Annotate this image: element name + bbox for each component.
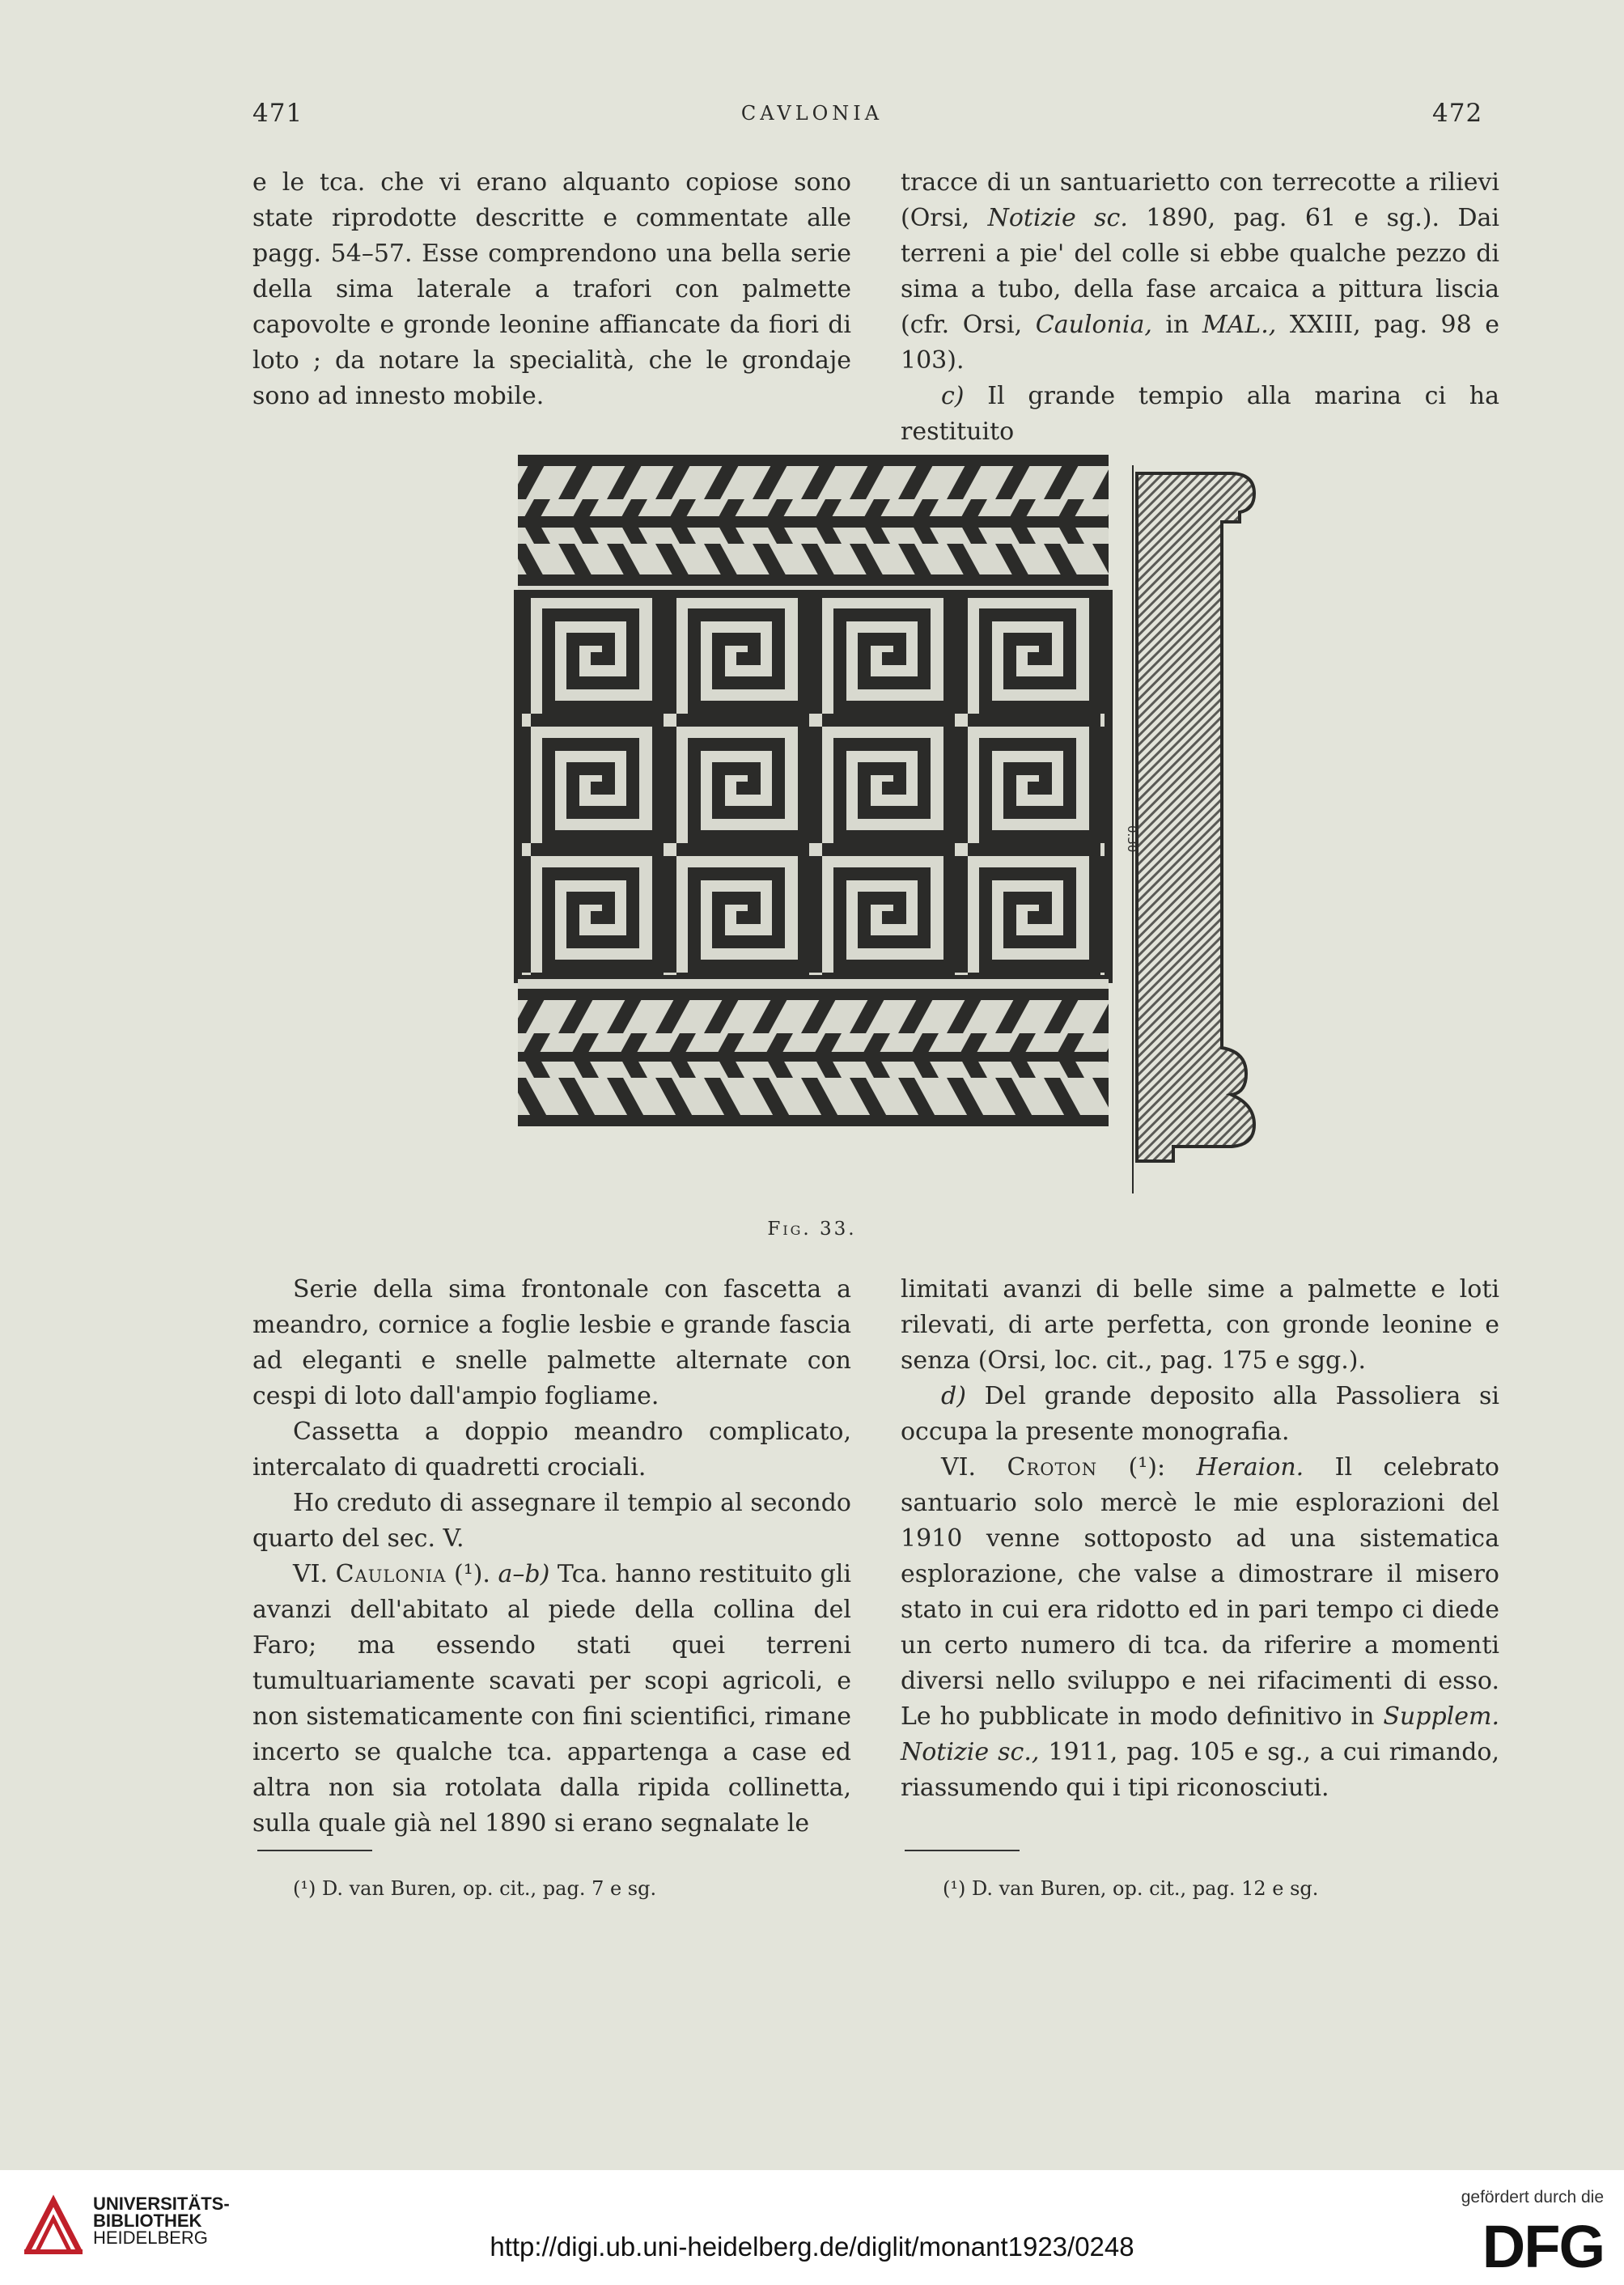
dfg-logo: DFG — [1482, 2213, 1604, 2280]
funding-note: gefördert durch die — [1461, 2188, 1604, 2207]
paragraph: limitati avanzi di belle sime a palmette e loti rilevati, di arte perfetta, con gronde leonine e senza (Orsi, loc. cit., pag. 175 e sgg.). — [901, 1275, 1499, 1375]
scale-label: 0.30 — [1125, 825, 1139, 853]
paragraph: Cassetta a doppio meandro complicato, intercalato di quadretti crociali. — [252, 1418, 851, 1482]
sima-profile-section — [1125, 465, 1278, 1202]
paragraph: d) Del grande deposito alla Passoliera si occupa la presente monografia. — [901, 1382, 1499, 1446]
footnote-right: (¹) D. van Buren, op. cit., pag. 12 e sg. — [943, 1877, 1319, 1900]
top-right-column — [901, 165, 1499, 450]
paragraph: Ho creduto di assegnare il tempio al secondo quarto del sec. V. — [252, 1489, 851, 1553]
paragraph: Serie della sima frontonale con fascetta a meandro, cornice a foglie lesbie e grande fascia ad eleganti e snelle palmette alternate con cespi di loto dall'ampio fogliame. — [252, 1275, 851, 1410]
footnote-rule-right — [905, 1850, 1020, 1851]
library-name: UNIVERSITÄTS- BIBLIOTHEK HEIDELBERG — [93, 2194, 230, 2248]
paragraph: c) Il grande tempio alla marina ci ha restituito — [901, 382, 1499, 446]
figure-caption: Fig. 33. — [767, 1219, 857, 1240]
page-number-right: 472 — [1432, 99, 1483, 128]
bottom-left-column — [252, 1272, 851, 1842]
bottom-right-column — [901, 1272, 1499, 1806]
footnote-rule-left — [257, 1850, 372, 1851]
paragraph: VI. Croton (¹): Heraion. Il celebrato santuario solo mercè le mie esplorazioni del 1910 venne sottoposto ad una sistematica esplorazione, che valse a dimostrare il misero stato in cui era ridotto ed in pari tempo ci diede un certo numero di tca. da riferire a momenti diversi nello sviluppo e nei rifacimenti di esso. Le ho pubblicate in modo definitivo in Supplem. Notizie sc., 1911, pag. 105 e sg., a cui rimando, riassumendo qui i tipi riconosciuti. — [901, 1453, 1500, 1802]
paragraph: VI. Caulonia (¹). a–b) Tca. hanno restituito gli avanzi dell'abitato al piede della collina del Faro; ma essendo stati quei terreni tumultuariamente scavati per scopi agricoli, e non sistematicamente con fini scientifici, rimane incerto se qualche tca. appartenga a case ed altra non sia rotolata dalla ripida collinetta, sulla quale già nel 1890 si erano segnalate le — [252, 1560, 851, 1838]
meander-frieze-figure — [518, 455, 1125, 1183]
paragraph: e le tca. che vi erano alquanto copiose sono state riprodotte descritte e commentate alle pagg. 54–57. Esse comprendono una bella serie della sima laterale a trafori con palmette capovolte e gronde leonine affiancate da fiori di loto ; da notare la specialità, che le grondaje sono ad innesto mobile. — [252, 168, 851, 410]
footnote-left: (¹) D. van Buren, op. cit., pag. 7 e sg. — [293, 1877, 657, 1900]
permalink-url[interactable]: http://digi.ub.uni-heidelberg.de/diglit/monant1923/0248 — [490, 2232, 1134, 2262]
running-title: CAVLONIA — [740, 102, 884, 125]
paragraph: tracce di un santuarietto con terrecotte a rilievi (Orsi, Notizie sc. 1890, pag. 61 e sg.). Dai terreni a pie' del colle si ebbe qualche pezzo di sima a tubo, della fase arcaica a pittura liscia (cfr. Orsi, Caulonia, in MAL., XXIII, pag. 98 e 103). — [901, 168, 1499, 375]
digitization-footer — [0, 2170, 1624, 2285]
page-number-left: 471 — [252, 99, 303, 128]
top-left-column — [252, 165, 851, 414]
